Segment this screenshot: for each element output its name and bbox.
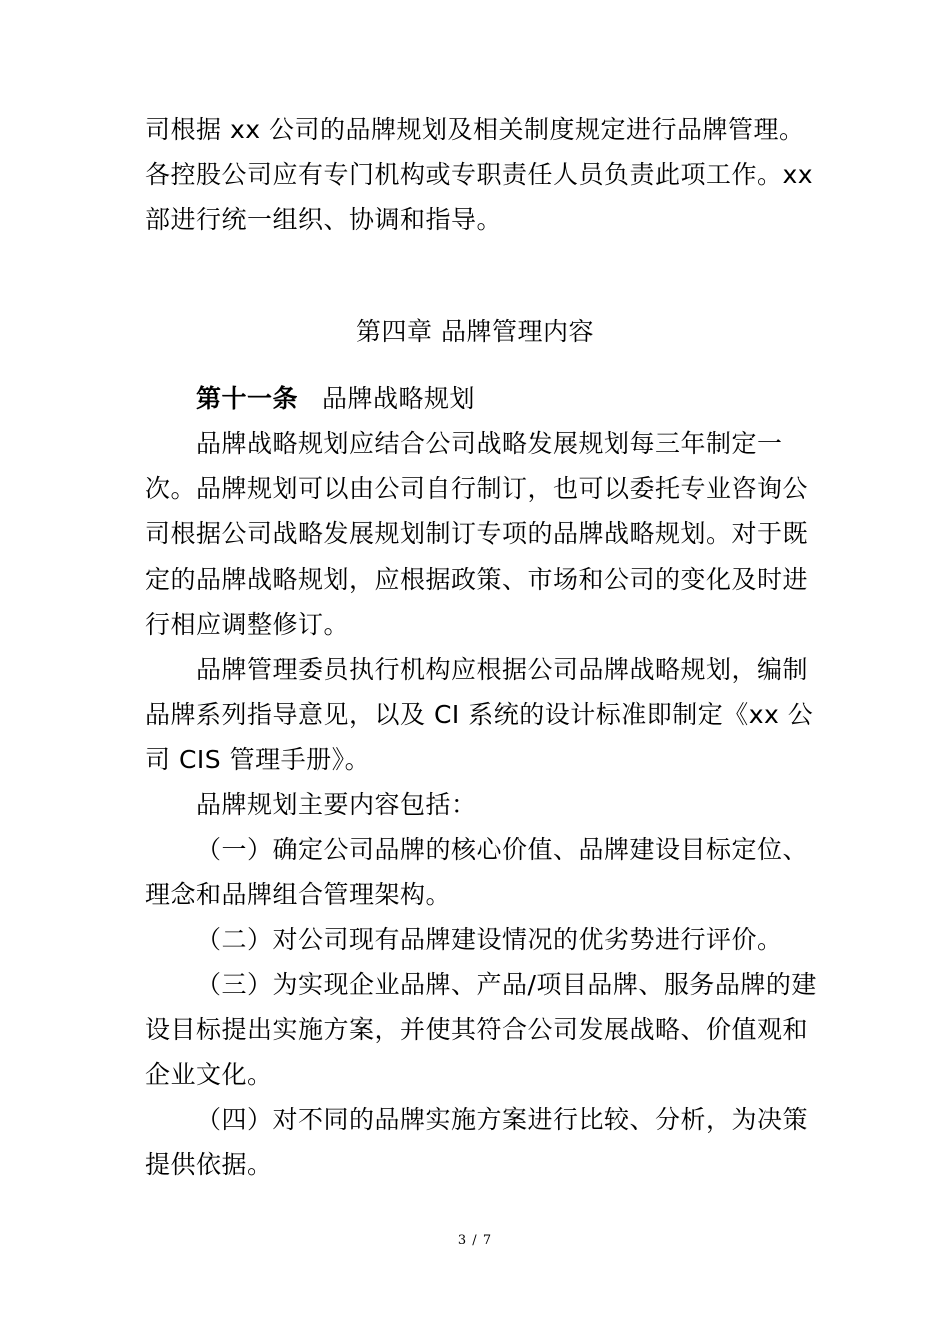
list-item-line: （三）为实现企业品牌、产品/项目品牌、服务品牌的建 [196,970,817,999]
list-item-line: 提供依据。 [145,1150,273,1179]
list-item-line: 理念和品牌组合管理架构。 [145,880,452,909]
article-title: 品牌战略规划 [322,384,476,413]
list-item-line: （二）对公司现有品牌建设情况的优劣势进行评价。 [196,925,783,954]
chapter-heading: 第四章 品牌管理内容 [356,317,594,346]
list-item-line: （四）对不同的品牌实施方案进行比较、分析，为决策 [196,1105,809,1134]
body-line: 品牌规划主要内容包括： [196,790,477,819]
intro-line: 司根据 xx 公司的品牌规划及相关制度规定进行品牌管理。 [145,115,805,144]
article-heading [196,383,475,415]
body-line: 司根据公司战略发展规划制订专项的品牌战略规划。对于既 [145,519,809,548]
page-number: 3 / 7 [457,1233,493,1248]
body-line: 行相应调整修订。 [145,610,350,639]
article-number: 第十一条 [196,384,299,413]
body-line: 品牌管理委员执行机构应根据公司品牌战略规划，编制 [196,655,809,684]
list-item-line: 企业文化。 [145,1060,273,1089]
list-item-line: 设目标提出实施方案，并使其符合公司发展战略、价值观和 [145,1015,809,1044]
intro-line: 部进行统一组织、协调和指导。 [145,205,503,234]
body-line: 品牌战略规划应结合公司战略发展规划每三年制定一 [196,429,783,458]
list-item-line: （一）确定公司品牌的核心价值、品牌建设目标定位、 [196,835,809,864]
body-line: 司 CIS 管理手册》。 [145,745,371,774]
body-line: 定的品牌战略规划，应根据政策、市场和公司的变化及时进 [145,565,809,594]
body-line: 品牌系列指导意见，以及 CI 系统的设计标准即制定《xx 公 [145,700,814,729]
body-line: 次。品牌规划可以由公司自行制订，也可以委托专业咨询公 [145,474,809,503]
intro-line: 各控股公司应有专门机构或专职责任人员负责此项工作。xx [145,160,814,189]
